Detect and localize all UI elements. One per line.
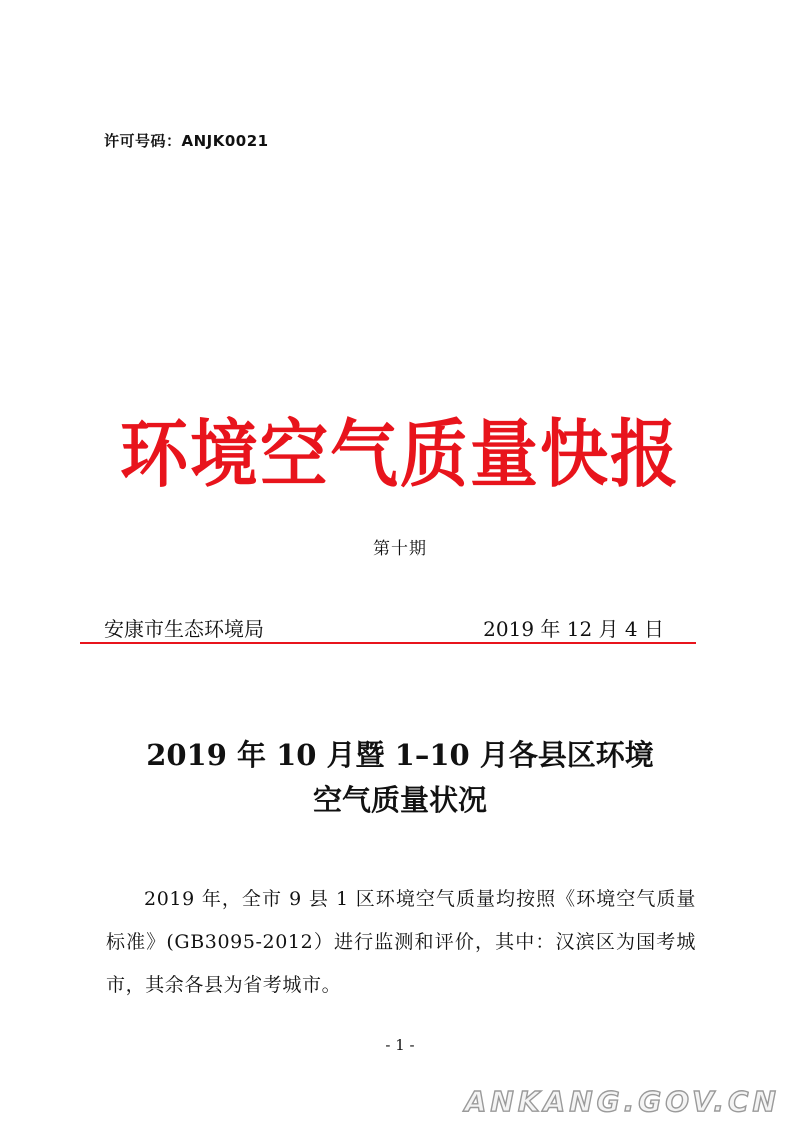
red-divider — [80, 642, 696, 644]
license-number: 许可号码：ANJK0021 — [104, 132, 269, 150]
document-title-line-2: 空气质量状况 — [312, 783, 487, 817]
masthead-title: 环境空气质量快报 — [119, 411, 680, 498]
issuing-organization: 安康市生态环境局 — [104, 617, 264, 641]
site-watermark: ANKANG.GOV.CN — [464, 1085, 780, 1118]
document-title-line-1: 2019 年 10 月暨 1–10 月各县区环境 — [146, 738, 654, 772]
issue-date: 2019 年 12 月 4 日 — [483, 617, 664, 641]
issuer-line — [104, 613, 664, 642]
document-title — [0, 733, 800, 823]
issue-number: 第十期 — [373, 539, 427, 559]
page-number: - 1 - — [385, 1036, 415, 1054]
body-paragraph: 2019 年，全市 9 县 1 区环境空气质量均按照《环境空气质量标准》(GB3095-2012）进行监测和评价，其中：汉滨区为国考城市，其余各县为省考城市。 — [106, 888, 696, 996]
